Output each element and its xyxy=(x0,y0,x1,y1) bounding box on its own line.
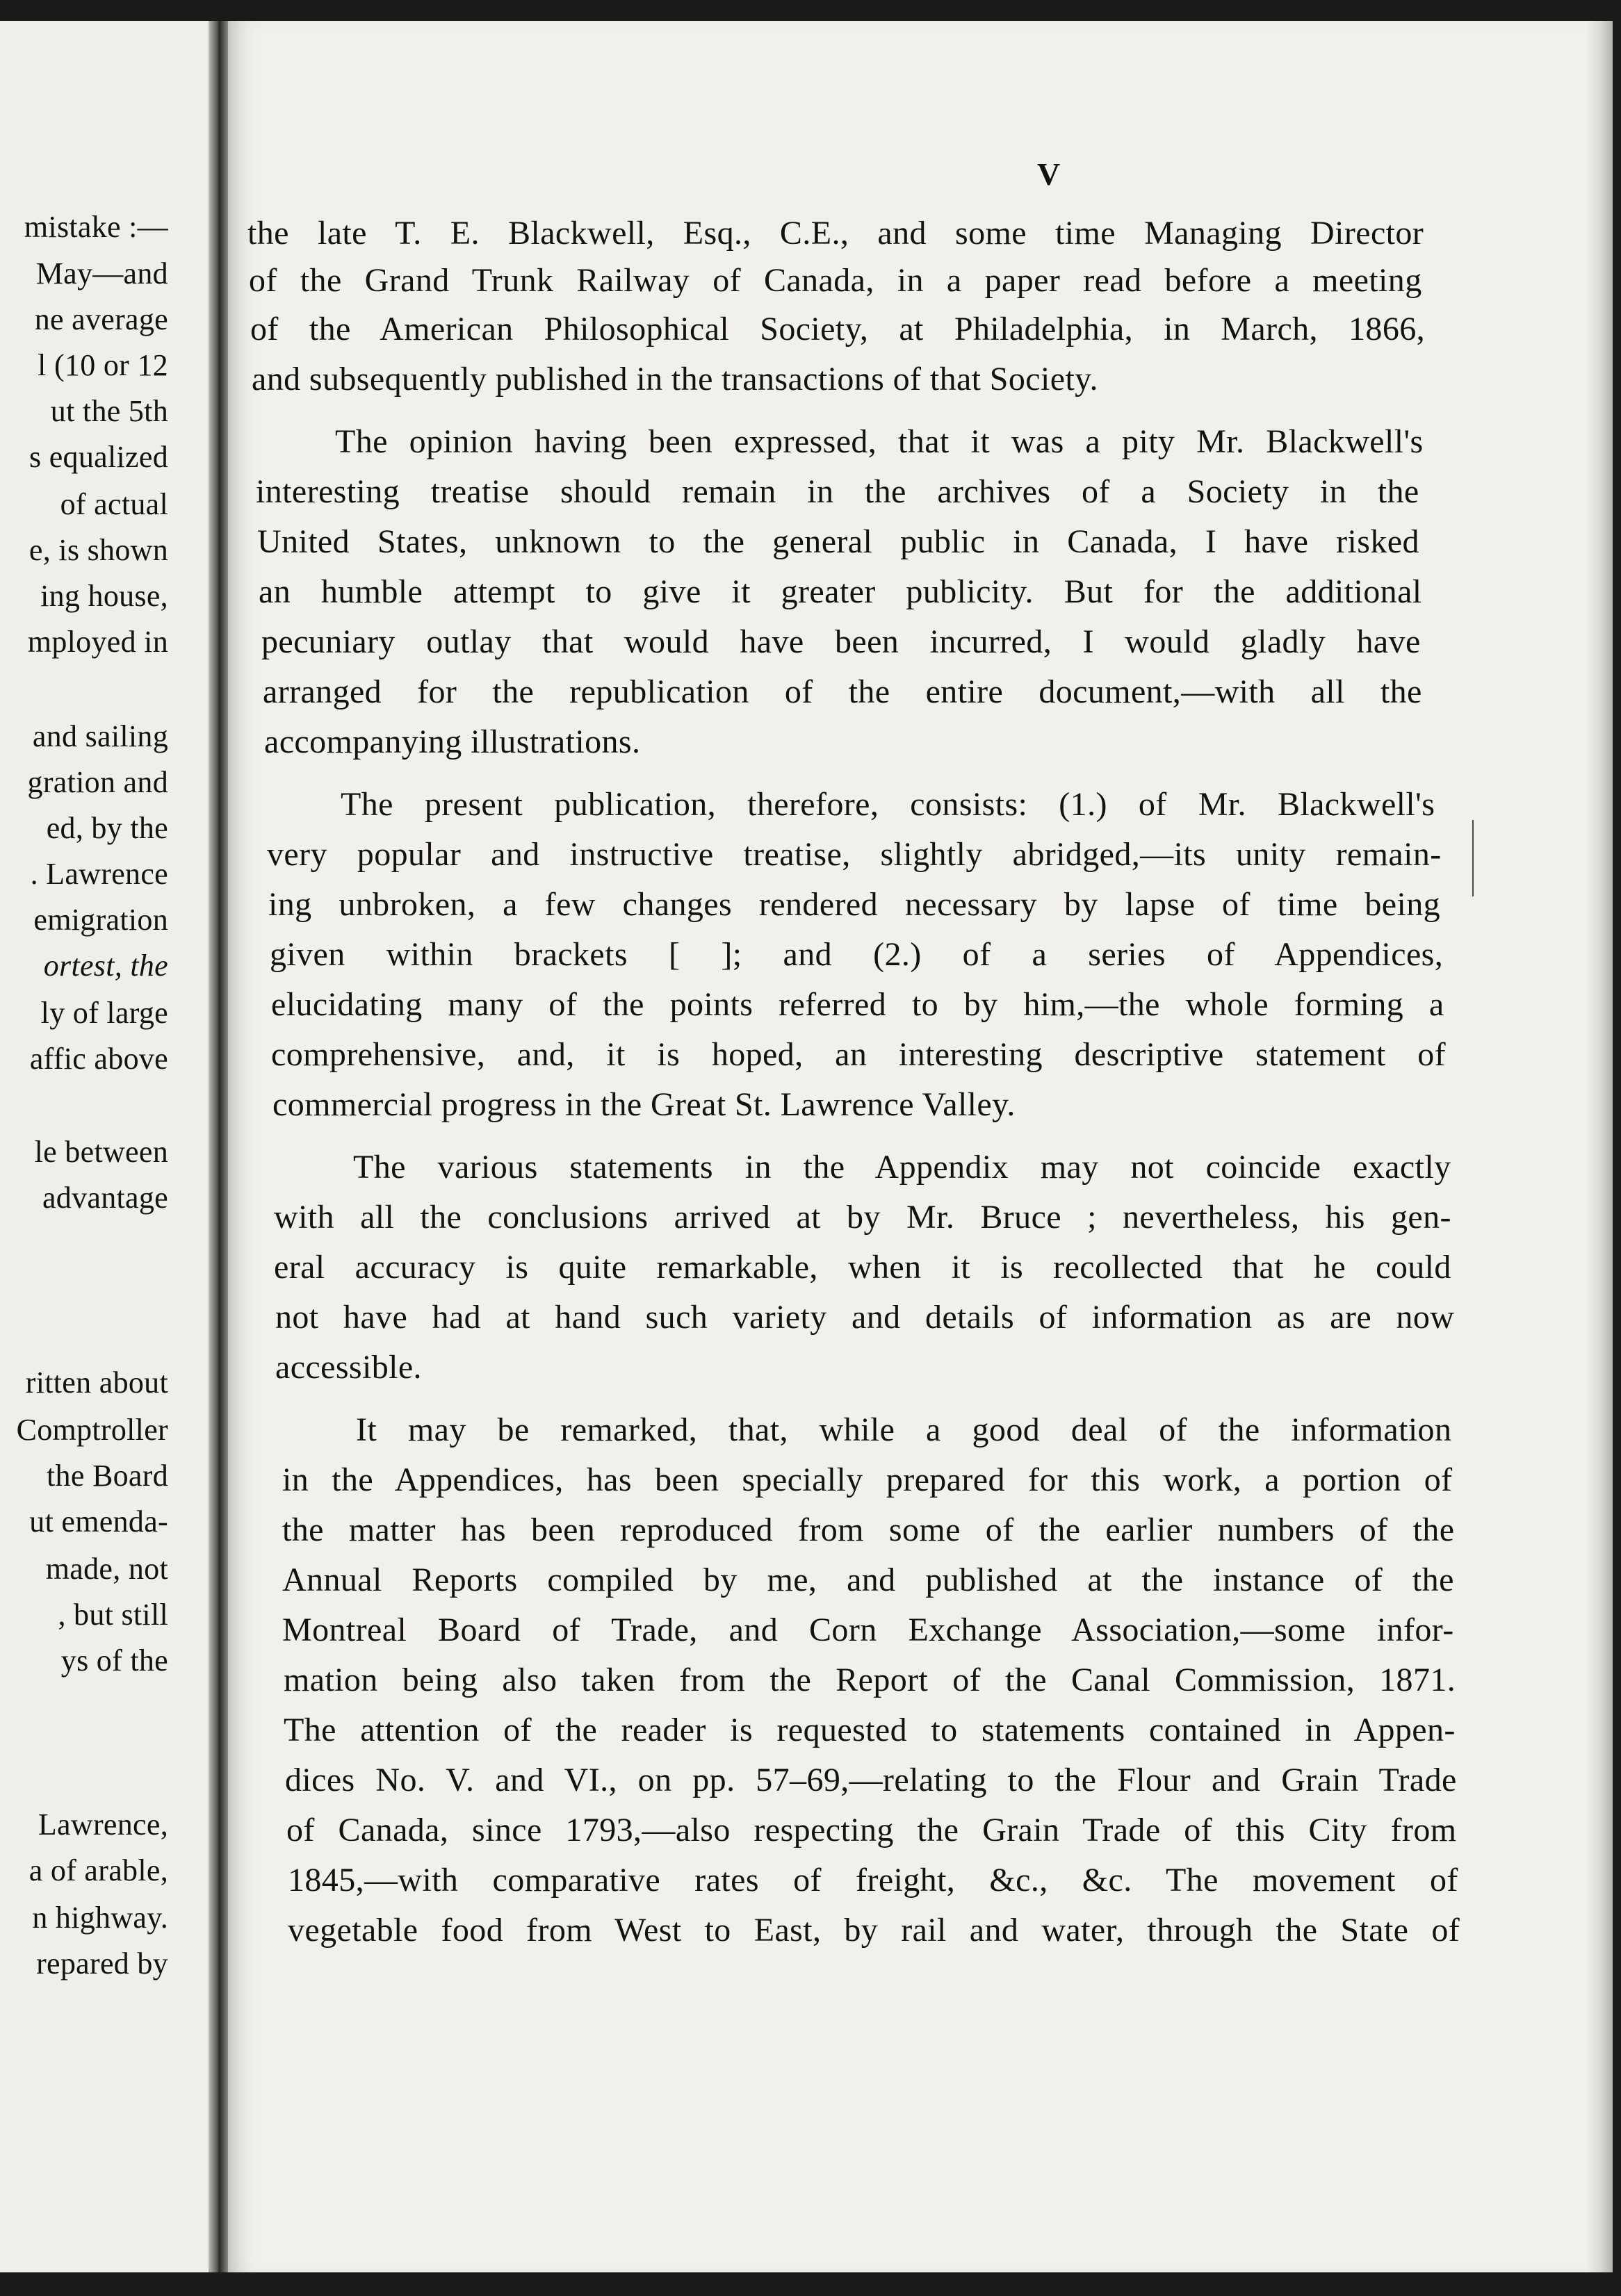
book-gutter xyxy=(209,21,228,2272)
left-page-text-fragment: mployed in xyxy=(27,625,168,659)
left-page-text-fragment: ritten about xyxy=(25,1366,168,1400)
body-text-line: commercial progress in the Great St. Lawrence Valley. xyxy=(272,1086,1016,1123)
left-page-text-fragment: emigration xyxy=(33,903,168,937)
body-text-line: of Canada, since 1793,—also respecting the Grain Trade of this City from xyxy=(286,1812,1457,1848)
left-page-text-fragment: , but still xyxy=(58,1598,168,1632)
body-text-line: United States, unknown to the general public in Canada, I have risked xyxy=(257,523,1419,560)
body-text-line: eral accuracy is quite remarkable, when it is recollected that he could xyxy=(274,1249,1451,1286)
left-page-text-fragment: n highway. xyxy=(32,1901,168,1935)
main-page xyxy=(228,21,1611,2272)
left-page-text-fragment: ys of the xyxy=(60,1643,168,1678)
left-page-text-fragment: Comptroller xyxy=(16,1413,168,1447)
body-text-line: mation being also taken from the Report of the Canal Commission, 1871. xyxy=(284,1662,1456,1698)
left-page-text-fragment: advantage xyxy=(42,1181,168,1215)
left-page-text-fragment: of actual xyxy=(60,487,168,521)
left-page-text-fragment: ortest, the xyxy=(43,949,168,983)
left-page-text-fragment: l (10 or 12 xyxy=(38,348,168,382)
left-page-text-fragment: ed, by the xyxy=(46,811,168,845)
body-text-line: The present publication, therefore, consists: (1.) of Mr. Blackwell's xyxy=(341,786,1435,823)
body-text-line: Montreal Board of Trade, and Corn Exchange Association,—some infor- xyxy=(282,1612,1454,1648)
left-page-text-fragment: repared by xyxy=(36,1946,168,1981)
body-text-line: ing unbroken, a few changes rendered necessary by lapse of time being xyxy=(268,886,1441,923)
left-page-text-fragment: ut emenda- xyxy=(29,1504,168,1539)
body-text-line: accompanying illustrations. xyxy=(264,723,641,760)
left-page-text-fragment: le between xyxy=(34,1135,168,1169)
left-page-text-fragment: the Board xyxy=(47,1459,168,1493)
body-text-line: and subsequently published in the transactions of that Society. xyxy=(252,361,1098,397)
left-page-text-fragment: and sailing xyxy=(32,719,168,753)
body-text-line: the matter has been reproduced from some of the earlier numbers of the xyxy=(282,1511,1455,1548)
body-text-line: an humble attempt to give it greater publicity. But for the additional xyxy=(259,573,1422,610)
left-page-text-fragment: . Lawrence xyxy=(30,857,168,891)
body-text-line: vegetable food from West to East, by rail and water, through the State of xyxy=(288,1912,1460,1949)
body-text-line: very popular and instructive treatise, slightly abridged,—its unity remain- xyxy=(267,836,1442,873)
margin-mark xyxy=(1472,820,1474,896)
body-text-line: with all the conclusions arrived at by Mr. Bruce ; nevertheless, his gen- xyxy=(274,1199,1451,1236)
left-page-text-fragment: affic above xyxy=(29,1042,168,1076)
left-page-text-fragment: gration and xyxy=(27,765,168,799)
left-page-text-fragment: made, not xyxy=(45,1552,168,1586)
body-text-line: accessible. xyxy=(275,1349,422,1386)
body-text-line: the late T. E. Blackwell, Esq., C.E., and some time Managing Director xyxy=(247,215,1424,252)
body-text-line: dices No. V. and VI., on pp. 57–69,—relating to the Flour and Grain Trade xyxy=(285,1762,1457,1798)
left-facing-page xyxy=(0,21,209,2272)
page-number: V xyxy=(1037,156,1061,192)
body-text-line: The various statements in the Appendix may not coincide exactly xyxy=(353,1149,1451,1186)
body-text-line: pecuniary outlay that would have been incurred, I would gladly have xyxy=(261,623,1421,660)
left-page-text-fragment: s equalized xyxy=(29,440,168,474)
page-right-edge xyxy=(1585,21,1613,2272)
body-text-line: 1845,—with comparative rates of freight, &c., &c. The movement of xyxy=(288,1862,1458,1899)
body-text-line: in the Appendices, has been specially prepared for this work, a portion of xyxy=(282,1461,1453,1498)
left-page-text-fragment: e, is shown xyxy=(28,533,168,567)
body-text-line: given within brackets [ ]; and (2.) of a series of Appendices, xyxy=(270,936,1444,973)
left-page-text-fragment: May—and xyxy=(35,256,168,290)
left-page-text-fragment: Lawrence, xyxy=(38,1807,168,1842)
body-text-line: of the American Philosophical Society, at Philadelphia, in March, 1866, xyxy=(250,311,1426,347)
left-page-text-fragment: ne average xyxy=(34,302,168,336)
left-page-text-fragment: ing house, xyxy=(40,579,168,613)
body-text-line: Annual Reports compiled by me, and published at the instance of the xyxy=(282,1561,1454,1598)
body-text-line: interesting treatise should remain in the archives of a Society in the xyxy=(256,473,1419,510)
body-text-line: It may be remarked, that, while a good deal of the information xyxy=(356,1411,1452,1448)
left-page-text-fragment: ly of large xyxy=(40,996,168,1030)
body-text-line: of the Grand Trunk Railway of Canada, in a paper read before a meeting xyxy=(249,262,1422,299)
body-text-line: comprehensive, and, it is hoped, an interesting descriptive statement of xyxy=(271,1036,1447,1073)
body-text-line: arranged for the republication of the entire document,—with all the xyxy=(263,673,1422,710)
left-page-text-fragment: a of arable, xyxy=(28,1853,168,1887)
body-text-line: The opinion having been expressed, that it was a pity Mr. Blackwell's xyxy=(335,423,1424,460)
body-text-line: The attention of the reader is requested to statements contained in Appen- xyxy=(284,1712,1456,1748)
body-text-line: elucidating many of the points referred to by him,—the whole forming a xyxy=(271,986,1444,1023)
left-page-text-fragment: mistake :— xyxy=(24,210,168,244)
left-page-text-fragment: ut the 5th xyxy=(50,394,168,428)
body-text-line: not have had at hand such variety and details of information as are now xyxy=(275,1299,1455,1336)
